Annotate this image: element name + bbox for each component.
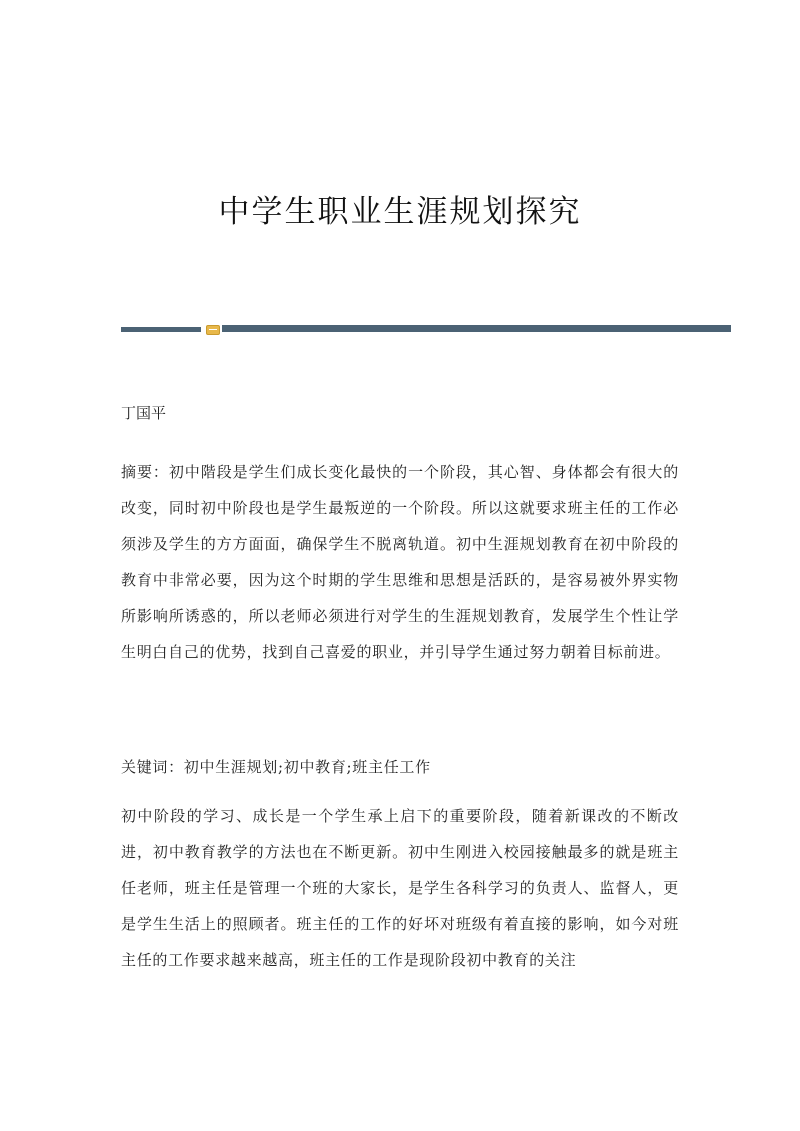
keywords-line: 关键词：初中生涯规划;初中教育;班主任工作 (121, 758, 431, 776)
body-paragraph: 初中阶段的学习、成长是一个学生承上启下的重要阶段，随着新课改的不断改进，初中教育教学的方法也在不断更新。初中生刚进入校园接触最多的就是班主任老师，班主任是管理一个班的大家长，是学生各科学习的负责人、监督人，更是学生生活上的照顾者。班主任的工作的好坏对班级有着直接的影响，如今对班主任的工作要求越来越高，班主任的工作是现阶段初中教育的关注 (121, 807, 679, 969)
author-name: 丁国平 (121, 404, 167, 422)
document-title: 中学生职业生涯规划探究 (218, 194, 582, 230)
divider-bar-right (222, 325, 731, 332)
divider-bar-left (121, 327, 201, 332)
abstract-paragraph: 摘要：初中階段是学生们成长变化最快的一个阶段，其心智、身体都会有很大的改变，同时初中阶段也是学生最叛逆的一个阶段。所以这就要求班主任的工作必须涉及学生的方方面面，确保学生不脱离轨道。初中生涯规划教育在初中阶段的教育中非常必要，因为这个时期的学生思维和思想是活跃的，是容易被外界实物所影响所诱惑的，所以老师必须进行对学生的生涯规划教育，发展学生个性让学生明白自己的优势，找到自己喜爱的职业，并引导学生通过努力朝着目标前进。 (121, 463, 679, 661)
title-divider (121, 325, 731, 335)
divider-badge-icon (206, 325, 220, 335)
